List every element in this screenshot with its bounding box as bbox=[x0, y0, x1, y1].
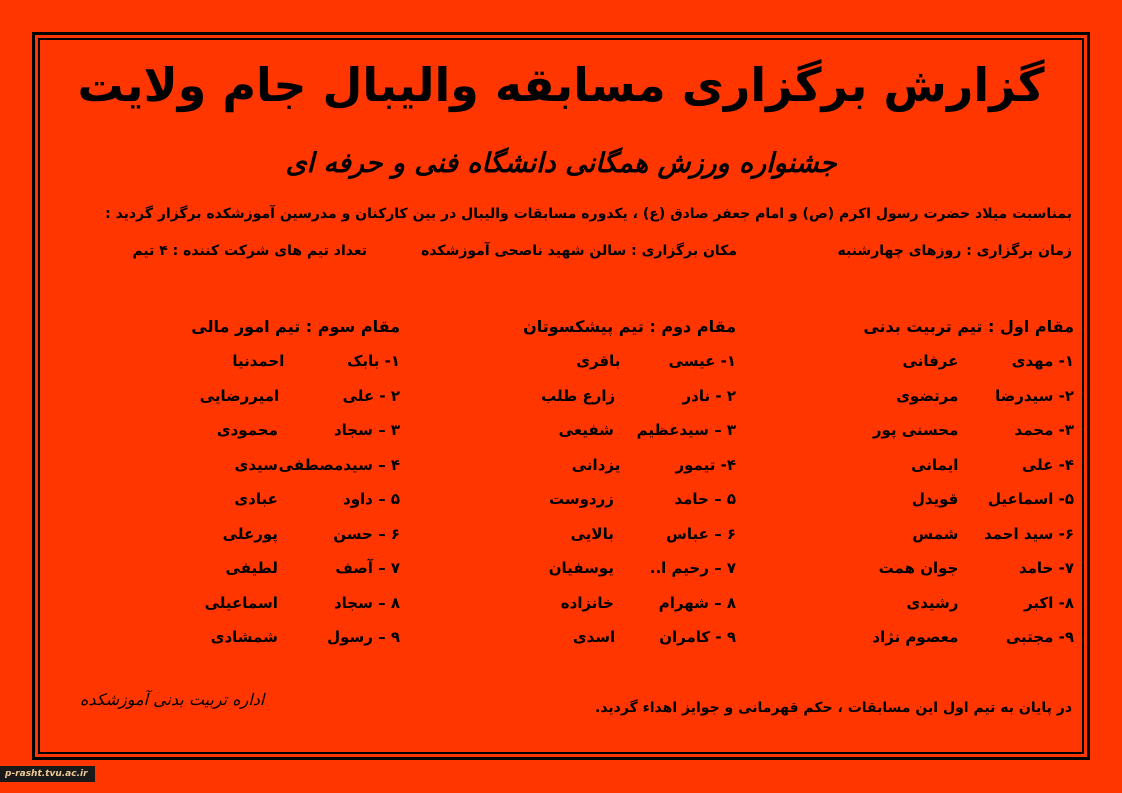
first-place-column bbox=[774, 316, 1074, 661]
member-first-name: شهرام bbox=[658, 593, 709, 612]
member-last-name: لطیفی bbox=[225, 559, 278, 577]
member-last-name: امیررضایی bbox=[199, 386, 280, 405]
team-member-row bbox=[436, 454, 736, 489]
member-last-name: رشیدی bbox=[906, 593, 959, 612]
info-time: زمان برگزاری : روزهای چهارشنبه bbox=[837, 243, 1072, 259]
team-member-row bbox=[774, 557, 1074, 592]
member-last-name: قویدل bbox=[911, 490, 959, 508]
member-number: ۶- bbox=[1058, 524, 1074, 543]
member-last-name: زردوست bbox=[548, 490, 614, 508]
member-number: ۴- bbox=[720, 455, 736, 474]
member-number: ۲ - bbox=[379, 386, 400, 405]
member-number: ۷- bbox=[1058, 559, 1074, 577]
member-first-name: حامد bbox=[674, 490, 709, 508]
member-number: ۸- bbox=[1058, 593, 1074, 612]
member-number: ۶ – bbox=[714, 524, 736, 543]
info-place: مکان برگزاری : سالن شهید ناصحی آموزشکده bbox=[421, 243, 737, 259]
member-last-name: محسنی پور bbox=[872, 421, 959, 439]
site-url-badge: p-rasht.tvu.ac.ir bbox=[0, 766, 95, 782]
team-member-row bbox=[436, 385, 736, 420]
member-last-name: شمشادی bbox=[210, 628, 278, 646]
member-number: ۵ – bbox=[714, 490, 736, 508]
team-member-row bbox=[436, 350, 736, 385]
member-first-name: رسول bbox=[327, 628, 373, 646]
member-first-name: مهدی bbox=[1011, 352, 1054, 370]
team-member-row bbox=[774, 454, 1074, 489]
team-member-row bbox=[100, 626, 400, 661]
member-last-name: زارع طلب bbox=[541, 386, 616, 405]
member-last-name: احمدنیا bbox=[232, 352, 285, 370]
member-last-name: ایمانی bbox=[911, 455, 959, 474]
team-member-row bbox=[100, 523, 400, 558]
member-number: ۳ – bbox=[714, 421, 736, 439]
team-member-row bbox=[436, 488, 736, 523]
member-number: ۳ – bbox=[378, 421, 400, 439]
team-member-row bbox=[100, 557, 400, 592]
member-last-name: مرتضوی bbox=[896, 386, 959, 405]
member-number: ۷ – bbox=[714, 559, 736, 577]
member-last-name: پورعلی bbox=[222, 524, 278, 543]
team-member-row bbox=[100, 350, 400, 385]
team-member-row bbox=[774, 592, 1074, 627]
team-member-row bbox=[774, 523, 1074, 558]
member-last-name: سیدی bbox=[234, 455, 278, 474]
member-first-name: علی bbox=[342, 386, 375, 405]
member-number: ۷ – bbox=[378, 559, 400, 577]
member-first-name: کامران bbox=[659, 628, 711, 646]
member-first-name: عیسی bbox=[668, 352, 716, 370]
team-member-row bbox=[436, 419, 736, 454]
member-number: ۲ - bbox=[715, 386, 736, 405]
member-last-name: اسدی bbox=[572, 628, 616, 646]
team-member-row bbox=[774, 350, 1074, 385]
team-member-row bbox=[436, 523, 736, 558]
team-member-row bbox=[774, 626, 1074, 661]
member-last-name: معصوم نژاد bbox=[872, 628, 959, 646]
member-last-name: شمس bbox=[912, 524, 959, 543]
third-place-heading: مقام سوم : تیم امور مالی bbox=[191, 317, 400, 336]
member-first-name: داود bbox=[343, 490, 373, 508]
team-member-row bbox=[436, 557, 736, 592]
member-first-name: بابک bbox=[347, 352, 380, 370]
member-last-name: شفیعی bbox=[558, 421, 614, 439]
member-number: ۴- bbox=[1058, 455, 1074, 474]
member-first-name: آصف bbox=[335, 559, 373, 577]
member-first-name: تیمور bbox=[675, 455, 716, 474]
team-member-row bbox=[774, 385, 1074, 420]
team-member-row bbox=[100, 592, 400, 627]
member-last-name: یزدانی bbox=[571, 455, 621, 474]
team-member-row bbox=[100, 419, 400, 454]
info-teams: تعداد تیم های شرکت کننده : ۴ تیم bbox=[132, 243, 367, 259]
member-last-name: محمودی bbox=[216, 421, 278, 439]
member-last-name: باقری bbox=[576, 352, 621, 370]
member-first-name: اسماعیل bbox=[988, 490, 1054, 508]
member-first-name: اکبر bbox=[1024, 593, 1054, 612]
member-number: ۲- bbox=[1058, 386, 1074, 405]
member-number: ۴ – bbox=[378, 455, 400, 474]
member-first-name: سیدرضا bbox=[995, 386, 1054, 405]
member-number: ۹- bbox=[1058, 628, 1074, 646]
team-member-row bbox=[774, 419, 1074, 454]
member-last-name: عبادی bbox=[234, 490, 278, 508]
member-number: ۱- bbox=[720, 352, 736, 370]
member-first-name: محمد bbox=[1014, 421, 1054, 439]
closing-text: در پایان به تیم اول این مسابقات ، حکم قهرمانی و جوایز اهداء گردید. bbox=[595, 700, 1072, 716]
member-number: ۹ – bbox=[378, 628, 400, 646]
member-number: ۱- bbox=[384, 352, 400, 370]
member-number: ۵- bbox=[1058, 490, 1074, 508]
member-first-name: سیدمصطفی bbox=[278, 455, 373, 474]
member-number: ۶ – bbox=[378, 524, 400, 543]
member-number: ۵ – bbox=[378, 490, 400, 508]
first-place-heading: مقام اول : تیم تربیت بدنی bbox=[863, 317, 1074, 336]
member-number: ۸ – bbox=[378, 593, 400, 612]
member-number: ۱- bbox=[1058, 352, 1074, 370]
member-last-name: خانزاده bbox=[560, 593, 614, 612]
team-member-row bbox=[774, 488, 1074, 523]
member-first-name: عباس bbox=[666, 524, 709, 543]
team-member-row bbox=[100, 454, 400, 489]
member-first-name: حامد bbox=[1018, 559, 1054, 577]
member-last-name: اسماعیلی bbox=[204, 593, 278, 612]
member-first-name: سجاد bbox=[333, 593, 373, 612]
team-member-row bbox=[100, 385, 400, 420]
report-subtitle: جشنواره ورزش همگانی دانشگاه فنی و حرفه ای bbox=[285, 148, 837, 179]
member-first-name: علی bbox=[1021, 455, 1054, 474]
member-first-name: رحیم ا.. bbox=[649, 559, 709, 577]
intro-text: بمناسبت میلاد حضرت رسول اکرم (ص) و امام جعفر صادق (ع) ، یکدوره مسابقات والیبال در بین کارکنان و مدرسین آموزشکده برگزار گردید : bbox=[105, 206, 1072, 222]
signature: اداره تربیت بدنی آموزشکده bbox=[80, 690, 265, 709]
member-first-name: سیدعظیم bbox=[636, 421, 709, 439]
second-place-heading: مقام دوم : تیم پیشکسوتان bbox=[523, 317, 736, 336]
team-member-row bbox=[436, 626, 736, 661]
report-title: گزارش برگزاری مسابقه والیبال جام ولایت bbox=[77, 58, 1045, 112]
member-first-name: مجتبی bbox=[1005, 628, 1054, 646]
third-place-column bbox=[100, 316, 400, 661]
member-first-name: سجاد bbox=[333, 421, 373, 439]
member-last-name: بالایی bbox=[570, 524, 614, 543]
member-number: ۳- bbox=[1058, 421, 1074, 439]
member-first-name: سید احمد bbox=[983, 524, 1054, 543]
member-first-name: حسن bbox=[333, 524, 373, 543]
member-last-name: جوان همت bbox=[878, 559, 959, 577]
member-number: ۹ - bbox=[715, 628, 736, 646]
second-place-column bbox=[436, 316, 736, 661]
team-member-row bbox=[100, 488, 400, 523]
team-member-row bbox=[436, 592, 736, 627]
member-first-name: نادر bbox=[682, 386, 711, 405]
member-last-name: یوسفیان bbox=[548, 559, 614, 577]
member-last-name: عرفانی bbox=[902, 352, 959, 370]
member-number: ۸ – bbox=[714, 593, 736, 612]
